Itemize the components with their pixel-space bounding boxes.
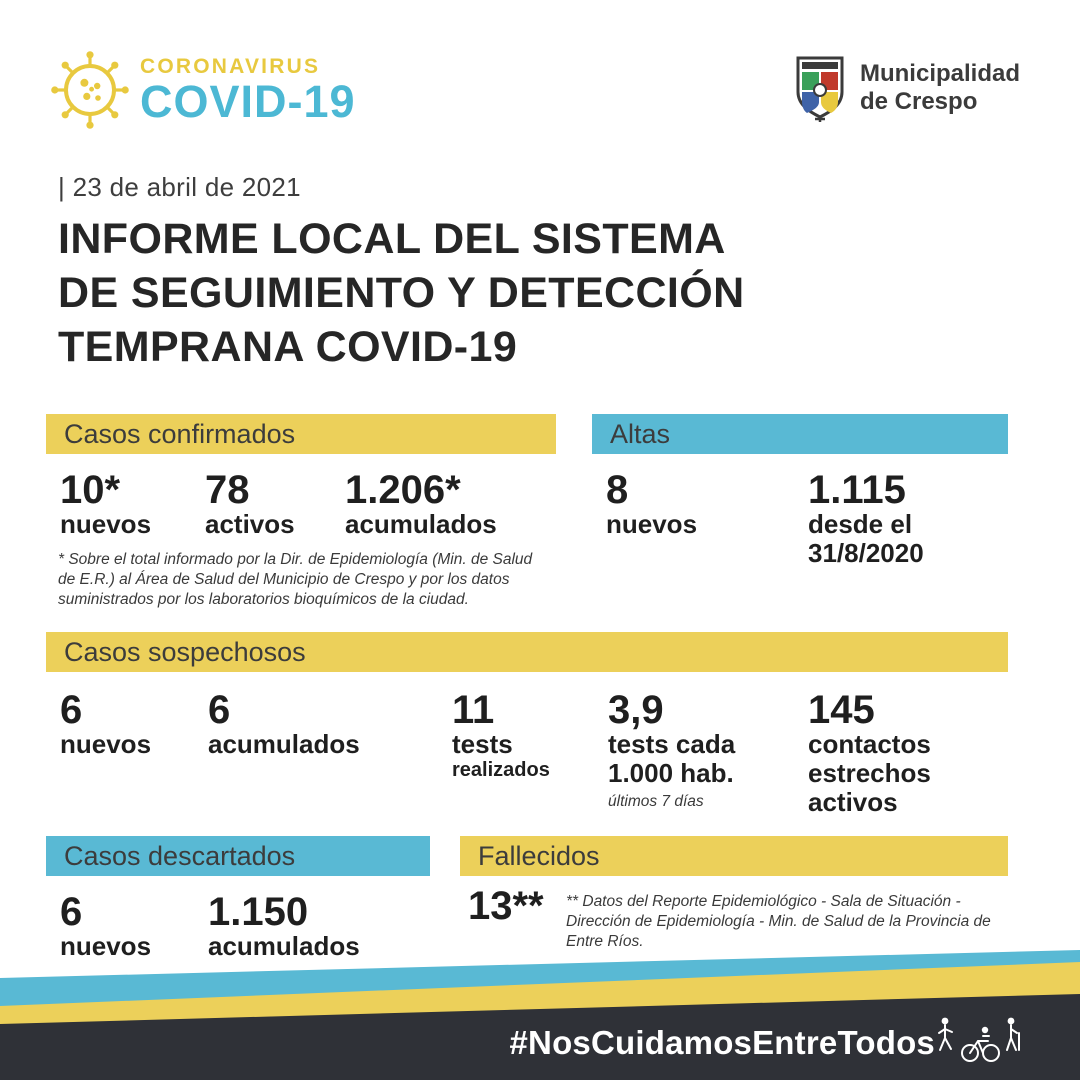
footer-people-icons bbox=[935, 1012, 1025, 1066]
altas-desde-label-1: desde el bbox=[808, 509, 913, 539]
tests-por-mil-note: últimos 7 días bbox=[608, 793, 704, 811]
virus-icon bbox=[50, 50, 130, 130]
sospechosos-acumulados-value: 6 bbox=[208, 688, 231, 732]
altas-nuevos bbox=[606, 470, 697, 539]
title-line-3: TEMPRANA COVID-19 bbox=[58, 323, 518, 372]
descartados-acumulados-value: 1.150 bbox=[208, 890, 309, 934]
confirmados-footnote: * Sobre el total informado por la Dir. de Epidemiología (Min. de Salud de E.R.) al Área de Salud del Municipio de Crespo y por los datos suministrados por los laboratorios bioquímicos de la ciudad. bbox=[58, 551, 533, 608]
contactos-estrechos-label-3: activos bbox=[808, 787, 898, 818]
confirmados-acumulados-value: 1.206* bbox=[345, 468, 461, 512]
page-title bbox=[58, 212, 745, 375]
confirmados-nuevos bbox=[60, 470, 151, 539]
banner-altas: Altas bbox=[592, 414, 1008, 454]
person-with-cane-icon bbox=[1007, 1018, 1019, 1050]
tests-realizados-label-1: tests bbox=[452, 729, 513, 759]
tests-por-mil bbox=[608, 690, 735, 812]
footer-hashtag: #NosCuidamosEntreTodos bbox=[509, 1024, 935, 1061]
banner-casos-descartados: Casos descartados bbox=[46, 836, 430, 876]
municipality-logo bbox=[792, 52, 1020, 124]
municipality-line1: Municipalidad bbox=[859, 60, 1020, 88]
banner-casos-sospechosos: Casos sospechosos bbox=[46, 632, 1008, 672]
fallecidos-value-wrap bbox=[468, 886, 544, 926]
altas-nuevos-value: 8 bbox=[606, 468, 629, 512]
page-header bbox=[0, 44, 1080, 144]
tests-realizados-value: 11 bbox=[452, 688, 495, 732]
coronavirus-word: CORONAVIRUS bbox=[140, 55, 321, 78]
covid-logo bbox=[50, 50, 356, 130]
confirmados-activos-value: 78 bbox=[205, 468, 250, 512]
altas-desde-label-2: 31/8/2020 bbox=[808, 538, 924, 569]
title-line-1: INFORME LOCAL DEL SISTEMA bbox=[58, 215, 726, 263]
sospechosos-nuevos-label: nuevos bbox=[60, 729, 152, 759]
contactos-estrechos bbox=[808, 690, 931, 817]
descartados-acumulados-label: acumulados bbox=[208, 931, 360, 961]
contactos-estrechos-label-1: contactos bbox=[808, 729, 931, 759]
confirmados-nuevos-label: nuevos bbox=[60, 509, 152, 539]
contactos-estrechos-value: 145 bbox=[808, 688, 875, 732]
sospechosos-nuevos bbox=[60, 690, 151, 759]
tests-por-mil-label-1: tests cada bbox=[608, 729, 736, 759]
confirmados-activos bbox=[205, 470, 295, 539]
fallecidos-footnote: ** Datos del Reporte Epidemiológico - Sala de Situación - Dirección de Epidemiología - Min. de Salud de la Provincia de Entre Ríos. bbox=[566, 893, 991, 950]
banner-fallecidos: Fallecidos bbox=[460, 836, 1008, 876]
banner-casos-confirmados: Casos confirmados bbox=[46, 414, 556, 454]
page-footer bbox=[0, 950, 1080, 1080]
contactos-estrechos-label-2: estrechos bbox=[808, 758, 931, 789]
municipality-line2: de Crespo bbox=[859, 88, 978, 115]
covid19-word: COVID-19 bbox=[140, 76, 356, 127]
walking-person-icon bbox=[939, 1018, 952, 1050]
title-line-2: DE SEGUIMIENTO Y DETECCIÓN bbox=[58, 269, 745, 318]
altas-desde-value: 1.115 bbox=[808, 468, 906, 512]
fallecidos-value: 13** bbox=[468, 884, 544, 928]
altas-desde bbox=[808, 470, 924, 568]
tests-por-mil-label-2: 1.000 hab. bbox=[608, 758, 734, 789]
tests-por-mil-value: 3,9 bbox=[608, 688, 664, 732]
confirmados-nuevos-value: 10* bbox=[60, 468, 121, 512]
descartados-nuevos-value: 6 bbox=[60, 890, 83, 934]
cyclist-icon bbox=[962, 1027, 999, 1061]
tests-realizados-label-2: realizados bbox=[452, 759, 550, 782]
confirmados-acumulados-label: acumulados bbox=[345, 509, 497, 539]
altas-nuevos-label: nuevos bbox=[606, 509, 698, 539]
report-date: | 23 de abril de 2021 bbox=[58, 172, 301, 202]
confirmados-acumulados bbox=[345, 470, 497, 539]
sospechosos-acumulados bbox=[208, 690, 360, 759]
sospechosos-nuevos-value: 6 bbox=[60, 688, 83, 732]
confirmados-activos-label: activos bbox=[205, 509, 295, 539]
descartados-nuevos-label: nuevos bbox=[60, 931, 152, 961]
sospechosos-acumulados-label: acumulados bbox=[208, 729, 360, 759]
crespo-coat-of-arms-icon bbox=[792, 52, 848, 124]
tests-realizados bbox=[452, 690, 550, 782]
